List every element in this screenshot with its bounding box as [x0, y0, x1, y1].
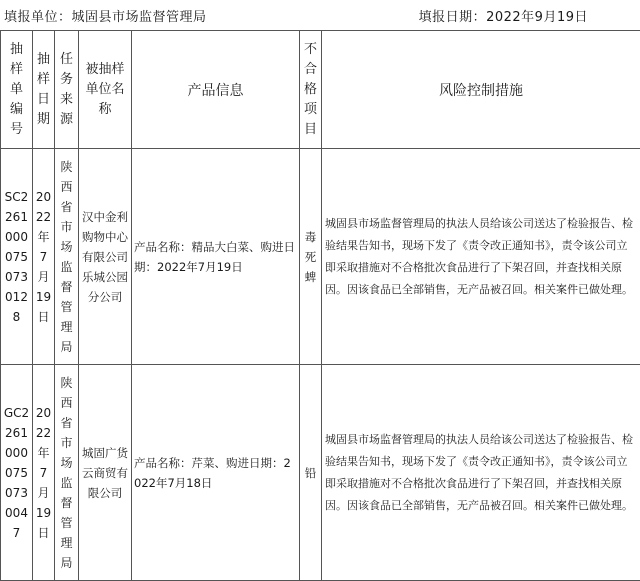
col-header-product-info: 产品信息	[132, 31, 300, 149]
cell-failed-item: 铅	[300, 365, 322, 581]
cell-sample-no: GC22610000750730047	[1, 365, 33, 581]
cell-sample-date: 2022年7月19日	[33, 365, 55, 581]
col-header-sample-no: 抽样单编号	[1, 31, 33, 149]
col-header-sample-date: 抽样日期	[33, 31, 55, 149]
col-header-sampled-unit: 被抽样单位名称	[79, 31, 132, 149]
table-row	[1, 149, 640, 365]
table-row	[1, 365, 640, 581]
cell-product-info: 产品名称：芹菜、购进日期：2022年7月18日	[132, 365, 300, 581]
report-header	[0, 0, 640, 30]
cell-failed-item: 毒死蜱	[300, 149, 322, 365]
reporting-date: 填报日期：2022年9月19日	[419, 6, 588, 25]
cell-sampled-unit: 城固广货云商贸有限公司	[79, 365, 132, 581]
reporting-unit: 填报单位：城固县市场监督管理局	[4, 6, 207, 25]
cell-sample-no: SC22610000750730128	[1, 149, 33, 365]
disposal-table	[0, 30, 640, 581]
col-header-failed-item: 不合格项目	[300, 31, 322, 149]
cell-task-source: 陕西省市场监督管理局	[55, 365, 79, 581]
cell-risk-measures: 城固县市场监督管理局的执法人员给该公司送达了检验报告、检验结果告知书，现场下发了《责令改正通知书》，责令该公司立即采取措施对不合格批次食品进行了下架召回，并查找相关原因。因该食品已全部销售，无产品被召回。相关案件已做处理。	[322, 149, 640, 365]
cell-sample-date: 2022年7月19日	[33, 149, 55, 365]
table-header-row	[1, 31, 640, 149]
cell-task-source: 陕西省市场监督管理局	[55, 149, 79, 365]
cell-product-info: 产品名称：精品大白菜、购进日期：2022年7月19日	[132, 149, 300, 365]
cell-sampled-unit: 汉中金利购物中心有限公司乐城公园分公司	[79, 149, 132, 365]
col-header-risk-measures: 风险控制措施	[322, 31, 640, 149]
col-header-task-source: 任务来源	[55, 31, 79, 149]
cell-risk-measures: 城固县市场监督管理局的执法人员给该公司送达了检验报告、检验结果告知书，现场下发了《责令改正通知书》，责令该公司立即采取措施对不合格批次食品进行了下架召回，并查找相关原因。因该食品已全部销售，无产品被召回。相关案件已做处理。	[322, 365, 640, 581]
